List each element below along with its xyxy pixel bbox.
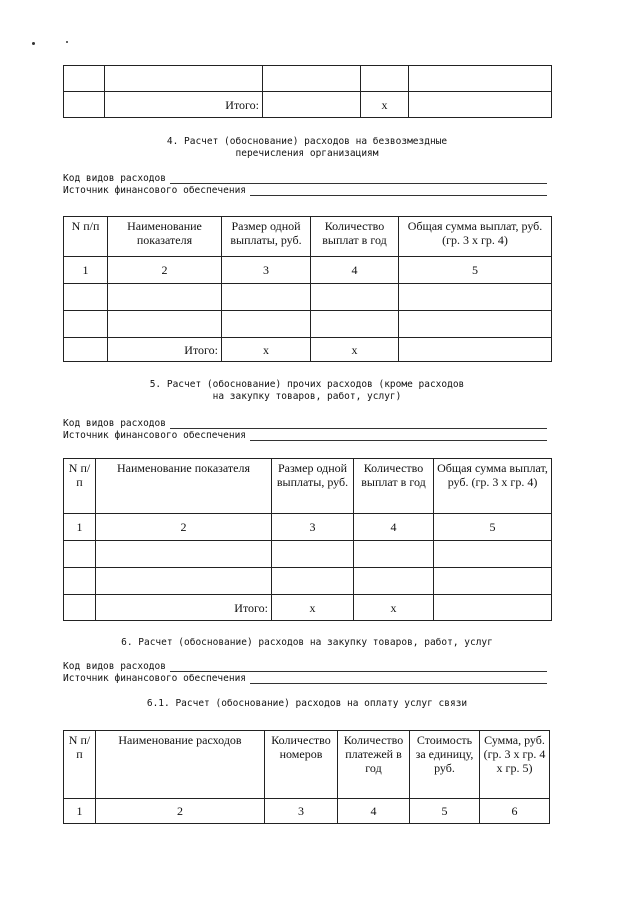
section5-title: 5. Расчет (обоснование) прочих расходов (кроме расходов на закупку товаров, работ, услуг) [149,379,465,402]
header-cell: Размер одной выплаты, руб. [272,459,354,514]
section5-source-field [63,430,547,441]
table-row [64,541,552,568]
col-number: 2 [108,257,222,284]
table-row [64,284,552,311]
col-number: 4 [354,514,434,541]
header-cell: Количество выплат в год [311,217,399,257]
section6-source-field [63,673,547,684]
total-label: Итого: [108,338,222,362]
source-label: Источник финансового обеспечения [63,430,247,441]
header-cell: Наименование показателя [96,459,272,514]
total-label: Итого: [105,92,263,118]
header-cell: Сумма, руб. (гр. 3 х гр. 4 х гр. 5) [480,731,550,799]
x-mark: х [354,595,434,621]
code-label: Код видов расходов [63,173,166,184]
scan-mark [32,42,35,45]
source-label: Источник финансового обеспечения [63,185,247,196]
x-mark: х [222,338,311,362]
col-number: 3 [272,514,354,541]
section4-source-field [63,185,547,196]
section6-title: 6. Расчет (обоснование) расходов на закупку товаров, работ, услуг [121,637,493,648]
section5-code-field [63,418,547,429]
code-label: Код видов расходов [63,418,166,429]
code-label: Код видов расходов [63,661,166,672]
table-row [64,568,552,595]
col-number: 4 [311,257,399,284]
x-mark: х [272,595,354,621]
total-label: Итого: [96,595,272,621]
col-number: 3 [222,257,311,284]
section6-code-field [63,661,547,672]
col-number: 4 [338,799,410,824]
col-number: 1 [64,799,96,824]
section4-title: 4. Расчет (обоснование) расходов на безвозмездные перечисления организациям [166,136,448,159]
source-label: Источник финансового обеспечения [63,673,247,684]
header-cell: Количество номеров [265,731,338,799]
section6-table [63,730,550,824]
header-cell: Количество платежей в год [338,731,410,799]
header-cell: Общая сумма выплат, руб. (гр. 3 х гр. 4) [399,217,552,257]
section5-table [63,458,552,621]
col-number: 5 [399,257,552,284]
col-number: 2 [96,799,265,824]
x-mark: х [361,92,409,118]
section4-code-field [63,173,547,184]
header-cell: N п/п [64,217,108,257]
header-cell: Размер одной выплаты, руб. [222,217,311,257]
col-number: 3 [265,799,338,824]
col-number: 2 [96,514,272,541]
scan-mark [66,41,68,43]
col-number: 1 [64,257,108,284]
x-mark: х [311,338,399,362]
header-cell: Количество выплат в год [354,459,434,514]
header-cell: Наименование показателя [108,217,222,257]
header-cell: Общая сумма выплат, руб. (гр. 3 х гр. 4) [434,459,552,514]
section4-table [63,216,552,362]
col-number: 6 [480,799,550,824]
col-number: 1 [64,514,96,541]
section6-subtitle: 6.1. Расчет (обоснование) расходов на оплату услуг связи [146,698,468,709]
col-number: 5 [410,799,480,824]
top-table [63,65,552,118]
header-cell: N п/п [64,459,96,514]
header-cell: Стоимость за единицу, руб. [410,731,480,799]
header-cell: Наименование расходов [96,731,265,799]
table-row [64,311,552,338]
header-cell: N п/п [64,731,96,799]
col-number: 5 [434,514,552,541]
